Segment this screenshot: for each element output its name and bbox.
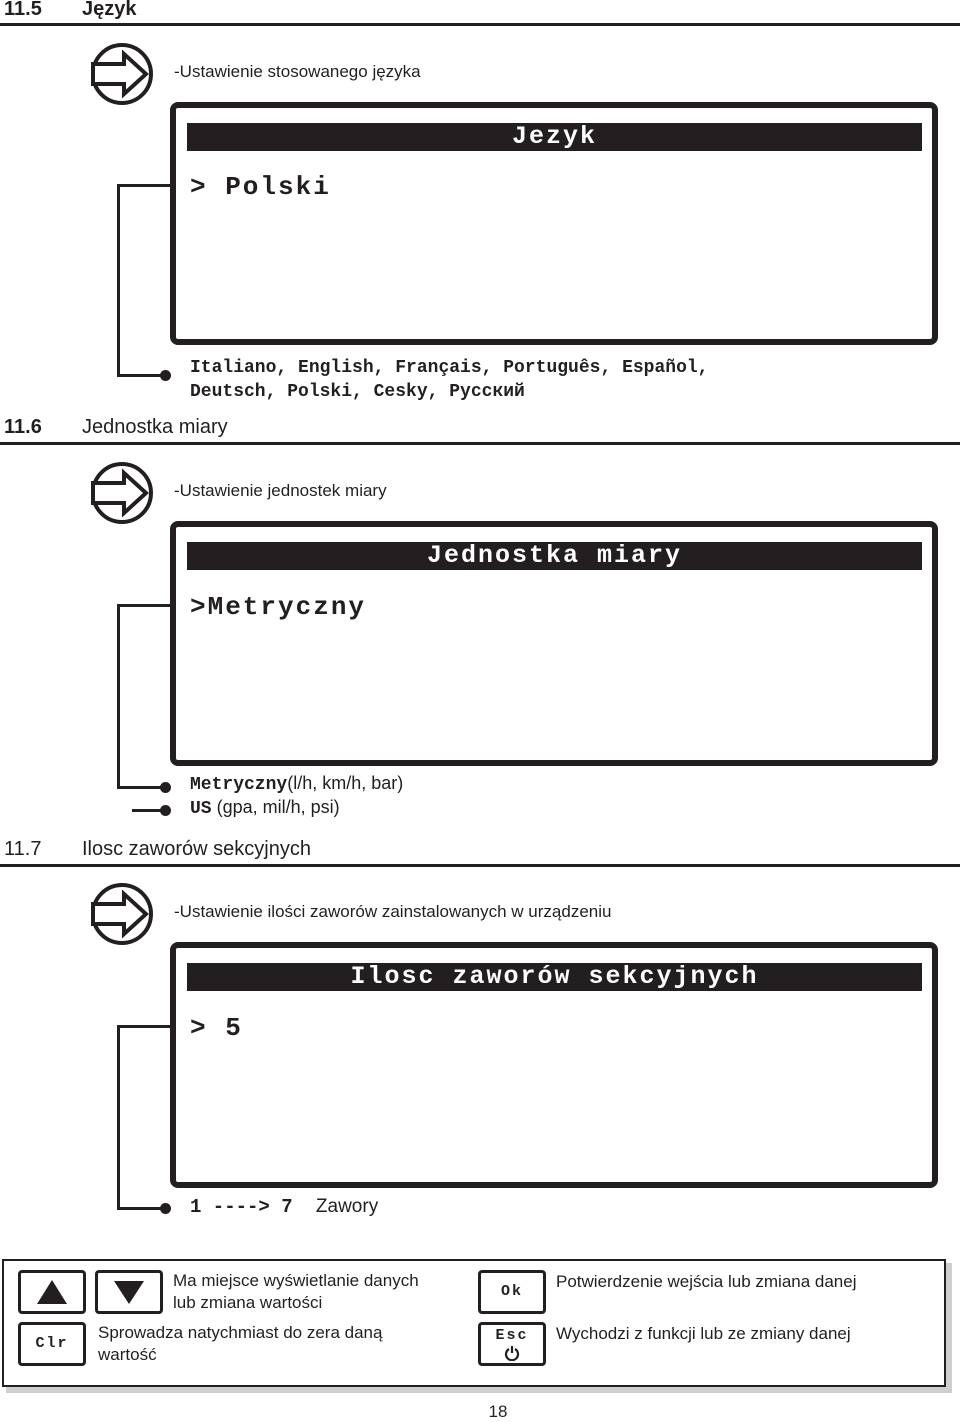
option-text: (l/h, km/h, bar) bbox=[287, 773, 404, 793]
connector-line bbox=[117, 604, 120, 786]
section-rule bbox=[0, 864, 960, 867]
triangle-down-icon bbox=[98, 1273, 160, 1311]
legend-text: Sprowadza natychmiast do zera daną bbox=[98, 1323, 383, 1342]
section-description: -Ustawienie stosowanego języka bbox=[174, 62, 421, 81]
screen-title: Jednostka miary bbox=[187, 542, 922, 570]
legend-text: wartość bbox=[98, 1345, 157, 1364]
section-description: -Ustawienie jednostek miary bbox=[174, 481, 387, 500]
options-line: Deutsch, Polski, Cesky, Русский bbox=[190, 382, 525, 402]
bullet-dot bbox=[160, 805, 171, 816]
up-key bbox=[18, 1270, 86, 1314]
arrow-right-icon bbox=[90, 461, 154, 525]
arrow-right-icon bbox=[90, 882, 154, 946]
key-label: Esc bbox=[495, 1327, 529, 1344]
option-code: Metryczny bbox=[190, 775, 288, 795]
down-key bbox=[95, 1270, 163, 1314]
screen-value: >Metryczny bbox=[190, 592, 367, 622]
option-code: US bbox=[190, 799, 212, 819]
triangle-up-icon bbox=[21, 1273, 83, 1311]
ok-key bbox=[478, 1270, 546, 1314]
clr-description bbox=[98, 1322, 382, 1366]
bullet-dot bbox=[160, 1203, 171, 1214]
screen-value: > Polski bbox=[190, 172, 331, 202]
section-title: Jednostka miary bbox=[82, 416, 228, 438]
connector-line bbox=[117, 184, 175, 187]
section-title: Ilosc zaworów sekcyjnych bbox=[82, 838, 311, 860]
clr-key bbox=[18, 1322, 86, 1366]
section-number: 11.6 bbox=[4, 416, 42, 438]
section-number: 11.7 bbox=[4, 838, 42, 860]
range-code: 1 ----> 7 bbox=[190, 1196, 293, 1218]
bullet-dot bbox=[160, 370, 171, 381]
section-number: 11.5 bbox=[4, 0, 42, 20]
ok-description: Potwierdzenie wejścia lub zmiana danej bbox=[556, 1272, 857, 1291]
arrow-right-icon bbox=[90, 42, 154, 106]
option-item bbox=[190, 773, 403, 795]
legend-text: lub zmiana wartości bbox=[173, 1293, 323, 1312]
section-title: Język bbox=[82, 0, 137, 20]
screen-title: Ilosc zaworów sekcyjnych bbox=[187, 963, 922, 991]
section-description: -Ustawienie ilości zaworów zainstalowanych w urządzeniu bbox=[174, 902, 612, 921]
page-number: 18 bbox=[488, 1402, 508, 1421]
option-item bbox=[190, 797, 340, 819]
legend-text: Ma miejsce wyświetlanie danych bbox=[173, 1271, 419, 1290]
esc-description: Wychodzi z funkcji lub ze zmiany danej bbox=[556, 1324, 851, 1343]
connector-line bbox=[117, 604, 175, 607]
connector-line bbox=[117, 1025, 175, 1028]
section-rule bbox=[0, 23, 960, 26]
section-rule bbox=[0, 442, 960, 445]
range-item bbox=[190, 1196, 378, 1218]
key-label: Ok bbox=[500, 1283, 523, 1300]
connector-line bbox=[117, 1025, 120, 1207]
screen-title: Jezyk bbox=[187, 123, 922, 151]
esc-key bbox=[478, 1322, 546, 1366]
key-label: Clr bbox=[35, 1335, 69, 1352]
option-text: (gpa, mil/h, psi) bbox=[211, 797, 340, 817]
power-icon bbox=[504, 1345, 520, 1361]
arrows-description bbox=[173, 1270, 419, 1314]
screen-value: > 5 bbox=[190, 1013, 243, 1043]
bullet-dot bbox=[160, 782, 171, 793]
connector-line bbox=[117, 184, 120, 374]
options-line: Italiano, English, Français, Português, Español, bbox=[190, 358, 709, 378]
range-text: Zawory bbox=[315, 1196, 379, 1217]
